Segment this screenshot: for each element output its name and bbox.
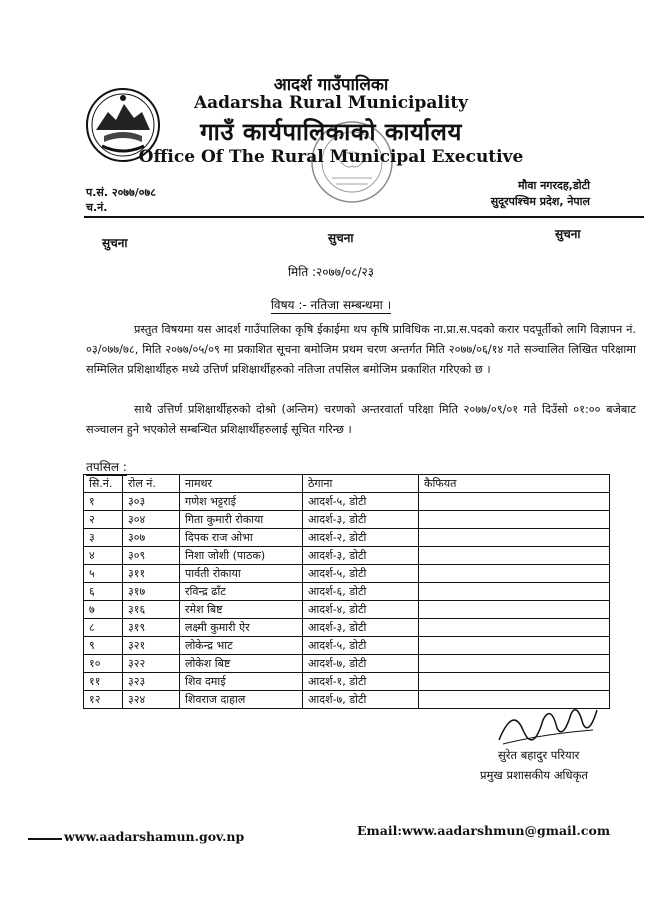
row-remarks (419, 583, 610, 601)
row-name: निशा जोशी (पाठक) (180, 547, 303, 565)
row-roll: ३०७ (123, 529, 180, 547)
header-remarks: कैफियत (419, 475, 610, 493)
body-paragraph-1: प्रस्तुत विषयमा यस आदर्श गाउँपालिका कृषि ईकाईमा थप कृषि प्राविधिक ना.प्रा.स.पदको करार पदपूर्तीको लागि विज्ञापन नं. ०३/०७७/७८, मिति २०७७/०५/०९ मा प्रकाशित सूचना बमोजिम प्रथम चरण अन्तर्गत मिति २०७७/०६/१४ गते सञ्चालित लिखित परिक्षामा सम्मिलित प्रशिक्षार्थीहरु मध्ये उत्तिर्ण प्रशिक्षार्थीहरुको नतिजा तपसिल बमोजिम प्रकाशित गरिएको छ । (86, 323, 636, 376)
row-serial: १ (84, 493, 123, 511)
row-serial: ३ (84, 529, 123, 547)
row-roll: ३११ (123, 565, 180, 583)
row-remarks (419, 637, 610, 655)
header-divider (84, 216, 644, 218)
notice-label-left: सुचना (102, 236, 128, 250)
footer-email: Email:www.aadarshmun@gmail.com (357, 823, 611, 838)
row-remarks (419, 601, 610, 619)
row-remarks (419, 493, 610, 511)
table-row (84, 619, 610, 637)
row-name: पार्वती रोकाया (180, 565, 303, 583)
row-remarks (419, 529, 610, 547)
municipality-name-english: Aadarsha Rural Municipality (193, 93, 469, 113)
table-row (84, 601, 610, 619)
table-row (84, 511, 610, 529)
row-name: रविन्द्र ढाँट (180, 583, 303, 601)
footer-website: www.aadarshamun.gov.np (64, 829, 245, 844)
table-row (84, 493, 610, 511)
row-remarks (419, 511, 610, 529)
row-address: आदर्श-३, डोटी (303, 547, 419, 565)
row-roll: ३१६ (123, 601, 180, 619)
row-name: लक्ष्मी कुमारी ऐर (180, 619, 303, 637)
row-address: आदर्श-५, डोटी (303, 637, 419, 655)
row-remarks (419, 673, 610, 691)
row-serial: २ (84, 511, 123, 529)
signatory-title: प्रमुख प्रशासकीय अधिकृत (480, 768, 588, 782)
row-name: गिता कुमारी रोकाया (180, 511, 303, 529)
row-roll: ३०३ (123, 493, 180, 511)
row-roll: ३०९ (123, 547, 180, 565)
row-address: आदर्श-१, डोटी (303, 673, 419, 691)
table-row (84, 637, 610, 655)
row-roll: ३१९ (123, 619, 180, 637)
row-roll: ३१७ (123, 583, 180, 601)
table-row (84, 655, 610, 673)
row-name: लोकेन्द्र भाट (180, 637, 303, 655)
table-row (84, 565, 610, 583)
row-address: आदर्श-३, डोटी (303, 619, 419, 637)
reference-number: प.सं. २०७७/०७८ (86, 186, 156, 199)
row-remarks (419, 619, 610, 637)
table-row (84, 529, 610, 547)
table-row (84, 673, 610, 691)
header-roll: रोल नं. (123, 475, 180, 493)
footer-rule (28, 838, 62, 840)
row-serial: ११ (84, 673, 123, 691)
row-name: गणेश भट्टराई (180, 493, 303, 511)
row-address: आदर्श-२, डोटी (303, 529, 419, 547)
row-address: आदर्श-५, डोटी (303, 565, 419, 583)
row-address: आदर्श-७, डोटी (303, 691, 419, 709)
row-serial: १२ (84, 691, 123, 709)
row-address: आदर्श-३, डोटी (303, 511, 419, 529)
header-address: ठेगाना (303, 475, 419, 493)
notice-subject (0, 296, 662, 313)
results-table (83, 474, 610, 709)
row-serial: ६ (84, 583, 123, 601)
office-name-english: Office Of The Rural Municipal Executive (138, 147, 524, 167)
row-serial: ९ (84, 637, 123, 655)
table-header-row (84, 475, 610, 493)
row-roll: ३२४ (123, 691, 180, 709)
row-address: आदर्श-५, डोटी (303, 493, 419, 511)
table-row (84, 547, 610, 565)
row-roll: ३२३ (123, 673, 180, 691)
row-name: शिवराज दाहाल (180, 691, 303, 709)
notice-date: मिति :२०७७/०८/२३ (287, 265, 375, 279)
notice-label-right: सुचना (555, 227, 581, 241)
row-serial: ४ (84, 547, 123, 565)
row-name: दिपक राज ओभा (180, 529, 303, 547)
row-serial: १० (84, 655, 123, 673)
row-roll: ३२१ (123, 637, 180, 655)
notice-label-center: सुचना (328, 231, 354, 245)
body-paragraph-2: साथै उत्तिर्ण प्रशिक्षार्थीहरुको दोश्रो (अन्तिम) चरणको अन्तरवार्ता परिक्षा मिति २०७७/०९/०१ गते दिउँसो ०१:०० बजेबाट सञ्चालन हुने भएकोले सम्बन्धित प्रशिक्षार्थीहरुलाई सूचित गरिन्छ । (86, 403, 636, 436)
municipality-name-nepali: आदर्श गाउँपालिका (273, 75, 389, 95)
row-serial: ७ (84, 601, 123, 619)
header-name: नामथर (180, 475, 303, 493)
details-label: तपसिल : (86, 460, 127, 474)
row-name: रमेश बिष्ट (180, 601, 303, 619)
row-address: आदर्श-४, डोटी (303, 601, 419, 619)
address-line-2: सुदूरपश्चिम प्रदेश, नेपाल (490, 195, 590, 208)
header-serial: सि.नं. (84, 475, 123, 493)
row-serial: ५ (84, 565, 123, 583)
address-line-1: मौवा नगरदह,डोटी (517, 179, 590, 192)
dispatch-number: च.नं. (86, 201, 108, 214)
row-remarks (419, 565, 610, 583)
subject-text: विषय :- नतिजा सम्बन्धमा । (270, 298, 392, 312)
row-name: लोकेश बिष्ट (180, 655, 303, 673)
row-roll: ३०४ (123, 511, 180, 529)
row-roll: ३२२ (123, 655, 180, 673)
row-address: आदर्श-६, डोटी (303, 583, 419, 601)
row-remarks (419, 655, 610, 673)
row-name: शिव दमाई (180, 673, 303, 691)
office-name-nepali: गाउँ कार्यपालिकाको कार्यालय (200, 118, 462, 146)
signature-scribble (493, 700, 603, 752)
row-serial: ८ (84, 619, 123, 637)
row-remarks (419, 547, 610, 565)
table-row (84, 583, 610, 601)
row-address: आदर्श-७, डोटी (303, 655, 419, 673)
signatory-name: सुरेत बहादुर परियार (498, 748, 580, 762)
